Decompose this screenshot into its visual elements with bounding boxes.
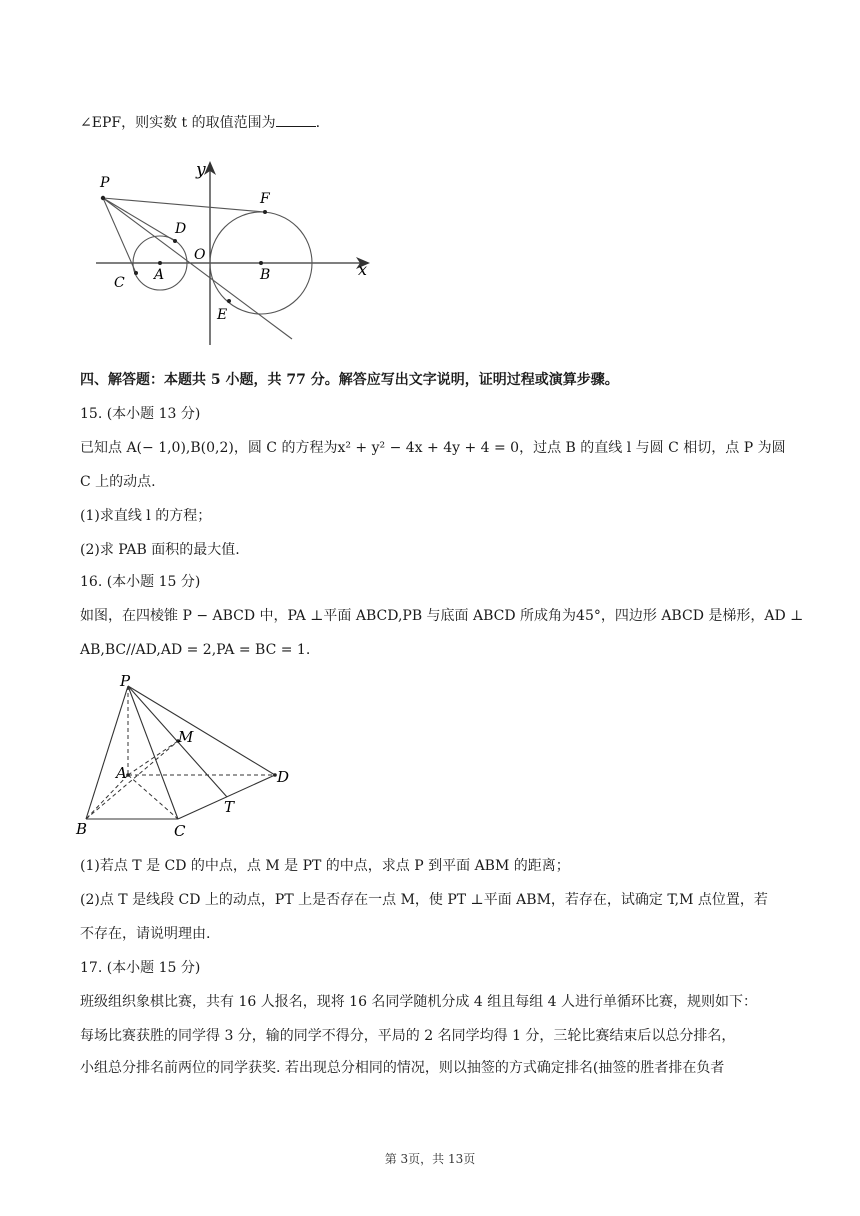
q15-header: 15. (本小题 13 分) [80, 406, 201, 422]
q17-line3: 小组总分排名前两位的同学获奖. 若出现总分相同的情况，则以抽签的方式确定排名(抽签的胜者排在负者 [80, 1060, 725, 1076]
label-m: M [178, 728, 194, 746]
label-b: B [260, 267, 271, 283]
label-o: O [194, 247, 206, 263]
label-f: F [260, 191, 270, 207]
line-pc [103, 198, 136, 273]
point-c [134, 271, 138, 275]
line-pd [103, 198, 175, 241]
q17-line2: 每场比赛获胜的同学得 3 分，输的同学不得分，平局的 2 名同学均得 1 分，三轮比赛结束后以总分排名， [80, 1028, 736, 1044]
q15-stem-line1: 已知点 A(− 1,0),B(0,2)，圆 C 的方程为x² + y² − 4x + 4y + 4 = 0，过点 B 的直线 l 与圆 C 相切，点 P 为圆 [80, 440, 786, 456]
edge-ac [128, 775, 178, 819]
edge-pb [86, 686, 128, 819]
figure-pyramid [74, 674, 304, 842]
q16-header: 16. (本小题 15 分) [80, 574, 201, 590]
label-p: P [100, 175, 110, 191]
point-a [158, 261, 162, 265]
q16-stem-line1: 如图，在四棱锥 P − ABCD 中，PA ⊥平面 ABCD,PB 与底面 ABCD 所成角为45°，四边形 ABCD 是梯形，AD ⊥ [80, 608, 804, 624]
edge-pd [128, 686, 275, 775]
line-pf [103, 198, 265, 212]
point-b [259, 261, 263, 265]
label-a: A [116, 764, 127, 782]
q16-part1: (1)若点 T 是 CD 的中点，点 M 是 PT 的中点，求点 P 到平面 ABM 的距离； [80, 858, 570, 874]
label-a: A [154, 267, 165, 283]
q15-part2: (2)求 PAB 面积的最大值. [80, 542, 240, 558]
label-e: E [217, 307, 228, 323]
q16-stem-line2: AB,BC//AD,AD = 2,PA = BC = 1. [80, 642, 311, 658]
edge-am [128, 741, 178, 775]
question-14-tail: ∠EPF，则实数 t 的取值范围为 . [80, 112, 320, 133]
q17-line1: 班级组织象棋比赛，共有 16 人报名，现将 16 名同学随机分成 4 组且每组 4 人进行单循环比赛，规则如下： [80, 994, 758, 1010]
page-footer: 第 3页，共 13页 [384, 1152, 476, 1166]
point-d [173, 239, 177, 243]
point-p [101, 196, 105, 200]
answer-blank [276, 112, 316, 127]
q16-part2-line1: (2)点 T 是线段 CD 上的动点，PT 上是否存在一点 M，使 PT ⊥平面 ABM，若存在，试确定 T,M 点位置，若 [80, 892, 768, 908]
q15-part1: (1)求直线 l 的方程； [80, 508, 212, 524]
label-d: D [277, 768, 290, 786]
label-b: B [76, 820, 88, 838]
label-c: C [174, 822, 186, 840]
edge-bm [86, 741, 178, 819]
q17-header: 17. (本小题 15 分) [80, 960, 201, 976]
label-t: T [224, 798, 235, 816]
q15-stem-line2: C 上的动点. [80, 474, 156, 490]
section-4-heading: 四、解答题：本题共 5 小题，共 77 分。解答应写出文字说明，证明过程或演算步骤。 [80, 372, 619, 388]
edge-pc [128, 686, 178, 819]
label-d: D [175, 221, 187, 237]
q16-part2-line2: 不存在，请说明理由. [80, 926, 211, 942]
label-x: x [358, 260, 368, 279]
figure-circles-tangents [80, 155, 380, 350]
label-c: C [114, 275, 125, 291]
label-y: y [196, 160, 206, 180]
point-e [227, 299, 231, 303]
label-p: P [120, 674, 131, 690]
point-f [263, 210, 267, 214]
